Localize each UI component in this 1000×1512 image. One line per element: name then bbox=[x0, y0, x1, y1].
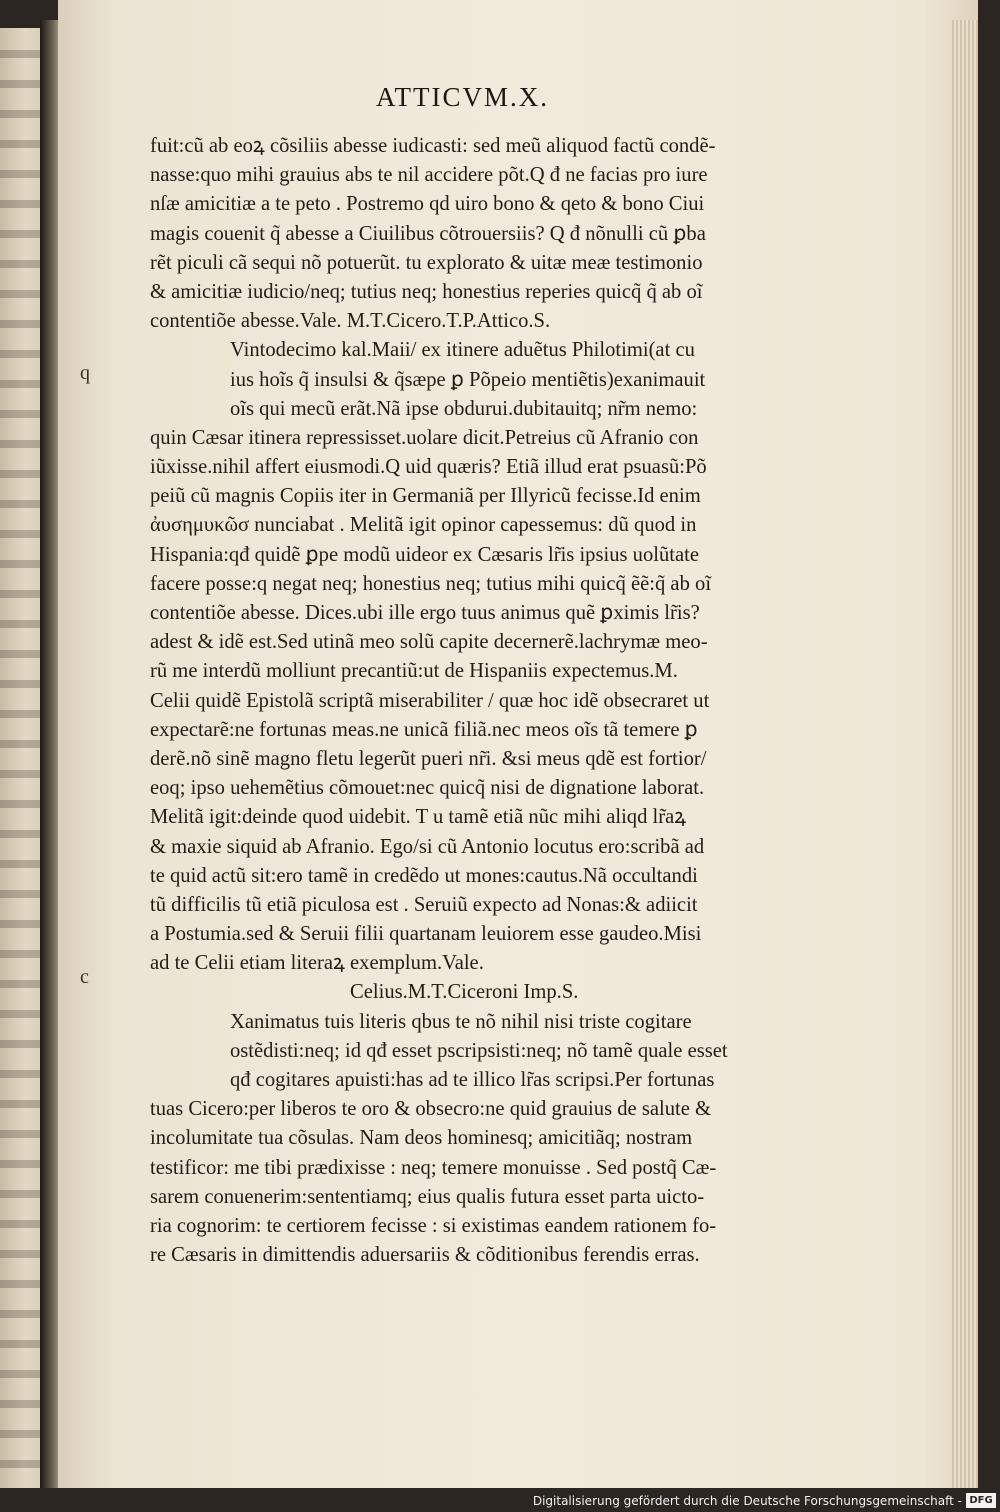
text-line: fuit:cũ ab eoꝝ cõsiliis abesse iudicasti: sed meũ aliquod factũ condẽ- bbox=[150, 135, 716, 157]
text-line: oĩs qui mecũ erãt.Nã ipse obdurui.dubitauitq; nr̃m nemo: bbox=[230, 397, 698, 420]
text-line: adest & idẽ est.Sed utinã meo solũ capite decernerẽ.lachrymæ meo- bbox=[150, 631, 708, 654]
text-line: Hispania:qđ quidẽ ꝑpe modũ uideor ex Cæsaris lr̃is ipsius uolũtate bbox=[150, 543, 700, 566]
text-line: derẽ.nõ sinẽ magno fletu legerũt pueri nr̃i. &si meus qdẽ est fortior/ bbox=[150, 747, 707, 770]
text-line: eoq; ipso uehemẽtius cõmouet:nec quicq̃ nisi de dignatione laborat. bbox=[150, 777, 705, 800]
text-line: rũ me interdũ molliunt precantiũ:ut de Hispaniis expectemus.M. bbox=[150, 660, 678, 683]
guide-letter-c: c bbox=[80, 966, 89, 988]
letter-text bbox=[150, 132, 790, 1270]
running-head: ATTICVM.X. bbox=[376, 82, 549, 112]
text-line: Vintodecimo kal.Maii/ ex itinere aduẽtus Philotimi(at cu bbox=[230, 339, 695, 362]
text-line: incolumitate tua cõsulas. Nam deos hominesq; amicitiãq; nostram bbox=[150, 1127, 693, 1150]
text-line: Xanimatus tuis literis qbus te nõ nihil nisi triste cogitare bbox=[230, 1010, 692, 1033]
text-line: Celius.M.T.Ciceroni Imp.S. bbox=[350, 981, 579, 1004]
text-line: rẽt piculi cã sequi nõ potuerũt. tu explorato & uitæ meæ testimonio bbox=[150, 251, 703, 274]
text-line: tũ difficilis tũ etiã piculosa est . Seruiũ expecto ad Nonas:& adiicit bbox=[150, 893, 698, 916]
page-edges bbox=[952, 20, 978, 1490]
text-line: iũxisse.nihil affert eiusmodi.Q uid quæris? Etiã illud erat psuasũ:Põ bbox=[150, 456, 707, 479]
text-line: & amicitiæ iudicio/neq; tutius neq; honestius reperies quicq̃ q̃ ab oĩ bbox=[150, 280, 703, 303]
text-line: Celii quidẽ Epistolã scriptã miserabiliter / quæ hoc idẽ obsecraret ut bbox=[150, 689, 710, 712]
book-page bbox=[58, 0, 978, 1500]
text-line: magis couenit q̃ abesse a Ciuilibus cõtrouersiis? Q đ nõnulli cũ ꝑba bbox=[150, 222, 706, 245]
guide-letter-q: q bbox=[80, 362, 90, 384]
text-line: a Postumia.sed & Seruii filii quartanam leuiorem esse gaudeo.Misi bbox=[150, 923, 702, 946]
dfg-logo: DFG bbox=[966, 1493, 996, 1508]
text-line: re Cæsaris in dimittendis aduersariis & cõditionibus ferendis erras. bbox=[150, 1244, 700, 1267]
footer-credit: Digitalisierung gefördert durch die Deutsche Forschungsgemeinschaft - bbox=[532, 1494, 962, 1508]
text-line: qđ cogitares apuisti:has ad te illico lr̃as scripsi.Per fortunas bbox=[230, 1069, 715, 1091]
text-line: te quid actũ sit:ero tamẽ in credẽdo ut mones:cautus.Nã occultandi bbox=[150, 864, 698, 887]
text-line: testificor: me tibi prædixisse : neq; temere monuisse . Sed postq̃ Cæ- bbox=[150, 1156, 717, 1179]
text-line: expectarẽ:ne fortunas meas.ne unicã filiã.nec meos oĩs tã temere ꝑ bbox=[150, 718, 698, 741]
text-line: Melitã igit:deinde quod uidebit. T u tamẽ etiã nũc mihi aliqd lr̃aꝝ bbox=[150, 806, 687, 829]
text-line: nasse:quo mihi grauius abs te nil accidere põt.Q đ ne facias pro iure bbox=[150, 164, 708, 187]
text-line: ius hoĩs q̃ insulsi & q̃sæpe ꝑ Põpeio mentiẽtis)exanimauit bbox=[230, 368, 706, 391]
text-line: facere posse:q negat neq; honestius neq; tutius mihi quicq̃ ẽẽ:q̃ ab oĩ bbox=[150, 572, 712, 595]
text-line: & maxie siquid ab Afranio. Ego/si cũ Antonio locutus ero:scribã ad bbox=[150, 835, 705, 858]
text-line: contentiõe abesse.Vale. M.T.Cicero.T.P.Attico.S. bbox=[150, 310, 551, 333]
text-line: contentiõe abesse. Dices.ubi ille ergo tuus animus quẽ ꝑximis lr̃is? bbox=[150, 602, 700, 624]
text-line: sarem conuenerim:sententiamq; eius qualis futura esset parta uicto- bbox=[150, 1185, 705, 1208]
text-line: tuas Cicero:per liberos te oro & obsecro:ne quid grauius de salute & bbox=[150, 1098, 712, 1121]
text-line: ria cognorim: te certiorem fecisse : si existimas eandem rationem fo- bbox=[150, 1214, 717, 1237]
text-line: nſæ amicitiæ a te peto . Postremo qd uiro bono & qeto & bono Ciui bbox=[150, 193, 705, 216]
text-line: ad te Celii etiam literaꝝ exemplum.Vale. bbox=[150, 952, 484, 975]
text-line: ostẽdisti:neq; id qđ esset pscripsisti:neq; nõ tamẽ quale esset bbox=[230, 1039, 728, 1062]
text-line: peiũ cũ magnis Copiis iter in Germaniã per Illyricũ fecisse.Id enim bbox=[150, 485, 701, 508]
text-line: quin Cæsar itinera repressisset.uolare dicit.Petreius cũ Afranio con bbox=[150, 426, 699, 449]
text-line: ἀυσημυκῶσ nunciabat . Melitã igit opinor capessemus: dũ quod in bbox=[150, 514, 697, 537]
footer-bar bbox=[0, 1488, 1000, 1512]
